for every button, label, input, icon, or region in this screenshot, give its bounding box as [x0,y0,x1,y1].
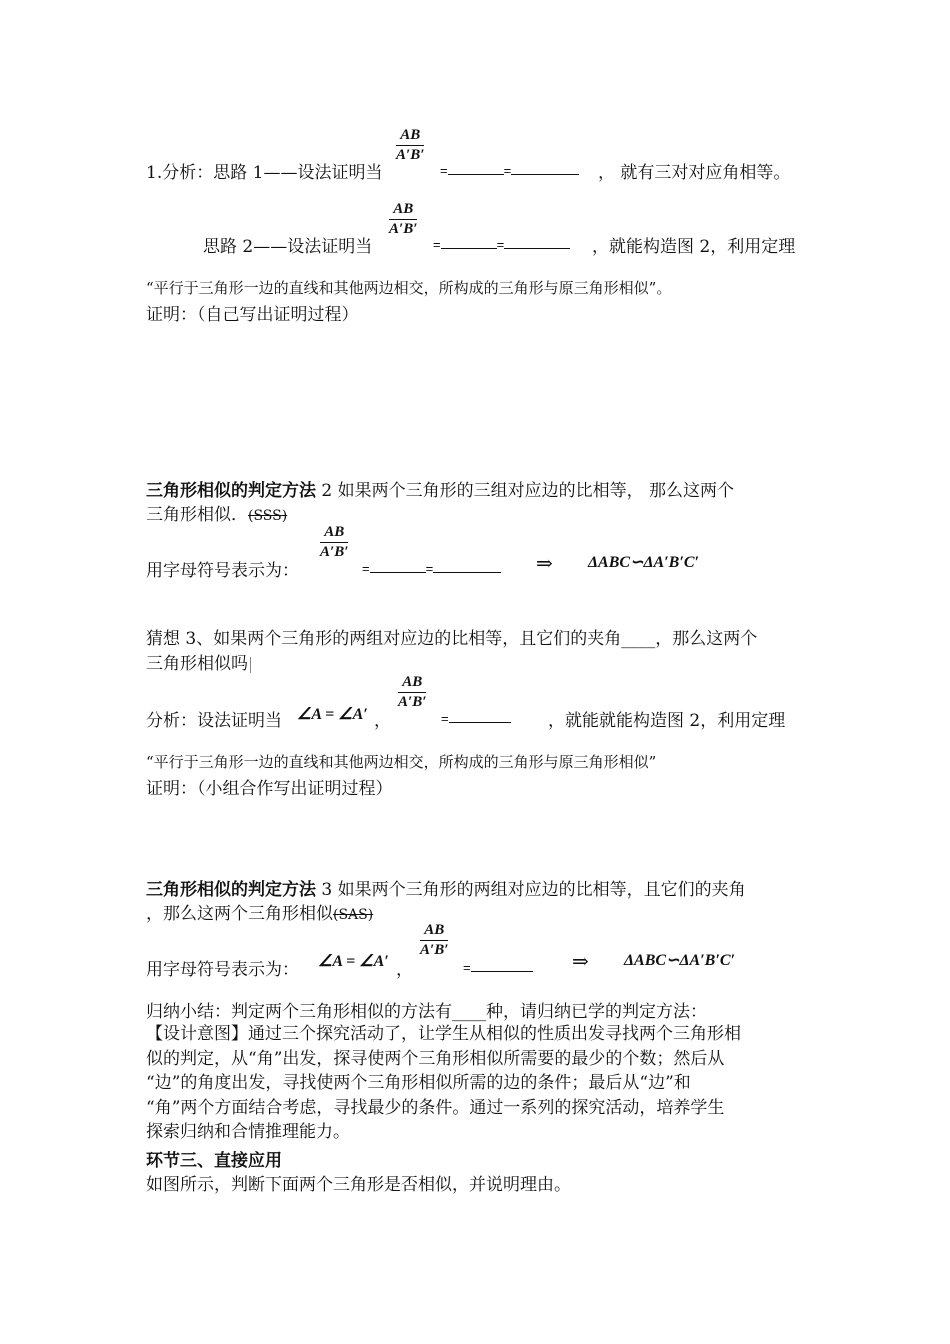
implies-arrow: ⇒ [536,551,553,575]
guess3-proof-prompt: 证明：（小组合作写出证明过程） [146,779,393,799]
fraction-numerator: AB [396,127,424,146]
fill-blank[interactable] [449,708,511,723]
design-intent-line: “角”两个方面结合考虑，寻找最少的条件。通过一系列的探究活动，培养学生 [146,1097,725,1118]
ratio-blanks-4 [441,708,511,727]
fill-blank[interactable] [370,558,426,573]
fraction-numerator: AB [398,674,426,693]
equals-sign: = [425,561,434,576]
fraction-denominator: A′B′ [420,942,449,958]
method2-symbol-label: 用字母符号表示为： [146,561,299,581]
fill-blank[interactable] [504,234,570,249]
ratio-blanks-5 [463,957,533,976]
method3-text2: ，那么这两个三角形相似 [146,904,333,924]
method2-title: 三角形相似的判定方法 [146,481,316,501]
method3-title: 三角形相似的判定方法 [146,880,316,900]
sec1-line2-prefix: 思路 2——设法证明当 [203,237,373,257]
comma: ， [396,960,413,980]
fraction-denominator: A′B′ [398,694,427,710]
design-intent-line: “边”的角度出发，寻找使两个三角形相似所需的边的条件；最后从“边”和 [146,1073,691,1093]
similarity-conclusion: ΔABC∽ΔA′B′C′ [588,554,699,571]
equals-sign: = [503,163,512,178]
fraction-ab-over-a1b1 [320,524,348,561]
fill-blank[interactable] [441,234,497,249]
fraction-denominator: A′B′ [396,147,425,163]
equals-sign: = [440,163,448,178]
comma: ， [374,711,391,731]
equals-sign: = [441,711,449,726]
fraction-denominator: A′B′ [320,544,349,560]
fraction-numerator: AB [320,524,348,543]
design-intent-line: 【设计意图】通过三个探究活动了，让学生从相似的性质出发寻找两个三角形相 [146,1024,741,1044]
design-intent-line: 似的判定，从“角”出发，探寻使两个三角形相似所需要的最少的个数；然后从 [146,1048,725,1069]
method3-symbol-label: 用字母符号表示为： [146,960,299,980]
fraction-ab-over-a1b1 [398,674,426,711]
ratio-blanks-3 [362,558,501,577]
design-intent-line: 探索归纳和合情推理能力。 [146,1122,350,1142]
fraction-ab-over-a1b1 [420,922,448,959]
sss-tag: (SSS) [248,508,288,524]
method2-text2: 三角形相似． [146,505,248,525]
fraction-numerator: AB [420,922,448,941]
method3-line2 [146,899,373,924]
equals-sign: = [496,237,505,252]
angle-equality: ∠A = ∠A′ [318,953,389,970]
fill-blank[interactable] [511,160,579,175]
guess3-analysis-prefix: 分析：设法证明当 [146,711,282,731]
equals-sign: = [362,561,370,576]
guess3-text2: 三角形相似吗 [146,654,248,674]
sec1-line1-suffix: ， 就有三对对应角相等。 [598,163,791,183]
guess3-analysis-suffix: ，就能就能构造图 2，利用定理 [548,711,786,731]
sec1-theorem-quote: “平行于三角形一边的直线和其他两边相交，所构成的三角形与原三角形相似”。 [146,279,672,297]
question-text: 如图所示，判断下面两个三角形是否相似，并说明理由。 [146,1175,571,1195]
guess3-theorem-quote: “平行于三角形一边的直线和其他两边相交，所构成的三角形与原三角形相似” [146,753,657,771]
sec1-proof-prompt: 证明：（自己写出证明过程） [146,305,359,325]
method2-line1 [146,476,734,501]
section-title: 环节三、直接应用 [146,1151,282,1171]
fraction-numerator: AB [389,201,417,220]
method2-text1: 2 如果两个三角形的三组对应边的比相等， 那么这两个 [316,481,735,501]
equals-sign: = [433,237,441,252]
fraction-denominator: A′B′ [389,221,418,237]
method3-text1: 3 如果两个三角形的两组对应边的比相等，且它们的夹角 [316,880,746,900]
sec1-line1-prefix: 1.分析：思路 1——设法证明当 [146,163,383,183]
fraction-ab-over-a1b1 [396,127,424,164]
method2-line2 [146,500,287,525]
guess3-line2 [146,649,251,674]
ratio-blanks-1 [440,160,579,179]
design-intent-paragraph [146,1022,741,1145]
fraction-ab-over-a1b1 [389,201,417,238]
fill-blank[interactable] [471,957,533,972]
angle-equality: ∠A = ∠A′ [297,706,368,723]
ratio-blanks-2 [433,234,570,253]
equals-sign: = [463,960,471,975]
text-cursor [250,657,251,673]
sas-tag: (SAS) [333,907,374,923]
fill-blank[interactable] [448,160,504,175]
summary-line: 归纳小结：判定两个三角形相似的方法有____种，请归纳已学的判定方法： [146,1002,707,1022]
implies-arrow: ⇒ [572,949,589,973]
sec1-line2-suffix: ，就能构造图 2，利用定理 [592,237,796,257]
fill-blank[interactable] [433,558,501,573]
method3-line1 [146,875,746,900]
guess3-line1: 猜想 3、如果两个三角形的两组对应边的比相等，且它们的夹角____，那么这两个 [146,629,758,649]
similarity-conclusion: ΔABC∽ΔA′B′C′ [624,952,735,969]
